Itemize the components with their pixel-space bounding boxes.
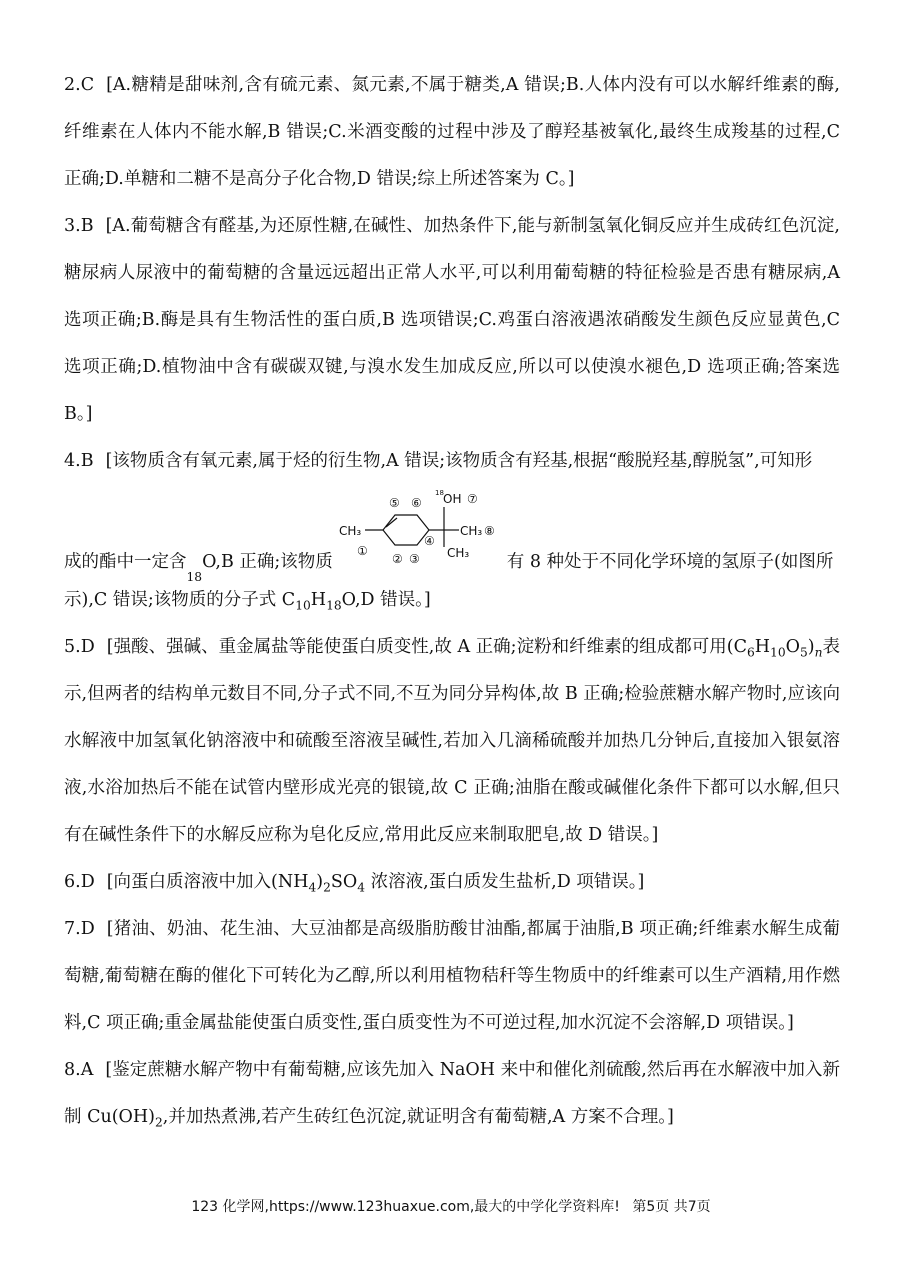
q4-text: 示),C 错误;该物质的分子式 C [64, 590, 296, 610]
answer-q7 [64, 906, 840, 1047]
formula-text: O [785, 637, 800, 657]
cyclohexene-ring [365, 507, 459, 547]
answer-q5 [64, 624, 840, 859]
answer-number: 3.B [64, 216, 94, 236]
subscript: 10 [295, 598, 311, 613]
subscript: 18 [326, 598, 342, 613]
h-position-label-6: ⑥ [410, 496, 422, 510]
answer-list [64, 62, 840, 1141]
footer-page-number: 第5页 共7页 [632, 1199, 711, 1215]
h-position-label-7: ⑦ [466, 492, 478, 506]
h-position-label-2: ② [391, 552, 403, 566]
subscript: 2 [155, 1115, 163, 1130]
subscript: 5 [799, 645, 808, 660]
answer-text: 浓溶液,蛋白质发生盐析,D 项错误。] [365, 872, 645, 892]
q4-text-before: 成的酯中一定含 [64, 552, 187, 572]
answer-number: 4.B [64, 451, 94, 471]
h-position-label-4: ④ [423, 534, 435, 548]
answer-number: 2.C [64, 75, 95, 95]
q4-text: O,D 错误。] [341, 590, 431, 610]
answer-number: 5.D [64, 637, 95, 657]
answer-text: 表示,但两者的结构单元数目不同,分子式不同,不互为同分异构体,故 B 正确;检验蔗糖水解产物时,应该向水解液中加氢氧化钠溶液中和硫酸至溶液呈碱性,若加入几滴稀硫酸并加热几分钟后,直接加入银氨溶液,水浴加热后不能在试管内壁形成光亮的银镜,故 C 正确;油脂在酸或碱催化条件下都可以水解,但只有在碱性条件下的水解反应称为皂化反应,常用此反应来制取肥皂,故 D 错误。] [64, 637, 841, 845]
hydroxyl-label: OH [442, 492, 462, 506]
answer-q8 [64, 1047, 840, 1141]
answer-q2 [64, 62, 840, 203]
formula-text: ) [316, 872, 324, 892]
subscript: 4 [308, 880, 317, 895]
formula-text: H [754, 637, 771, 657]
subscript: 10 [770, 645, 786, 660]
h-position-label-5: ⑤ [388, 496, 400, 510]
answer-text: [猪油、奶油、花生油、大豆油都是高级脂肪酸甘油酯,都属于油脂,B 项正确;纤维素水解生成葡萄糖,葡萄糖在酶的催化下可转化为乙醇,所以利用植物秸秆等生物质中的纤维素可以生产酒精,用作燃料,C 项正确;重金属盐能使蛋白质变性,蛋白质变性为不可逆过程,加水沉淀不会溶解,D 项错误。] [64, 919, 840, 1033]
formula-text: ) [807, 637, 815, 657]
answer-text: [强酸、强碱、重金属盐等能使蛋白质变性,故 A 正确;淀粉和纤维素的组成都可用(C [106, 637, 747, 657]
q4-text-mid: O,B 正确;该物质 [202, 552, 333, 572]
page-footer [0, 1196, 902, 1216]
q4-line-1 [64, 438, 840, 485]
subscript: 6 [746, 645, 755, 660]
answer-q3 [64, 203, 840, 438]
answer-number: 7.D [64, 919, 95, 939]
subscript: n [814, 645, 823, 660]
q4-line-3 [64, 577, 840, 624]
answer-number: 8.A [64, 1060, 94, 1080]
q4-line-2: 成的酯中一定含 18 O,B 正确;该物质 CH₃ 18 OH CH₃ CH₃ ① ② ③ ④ ⑤ ⑥ ⑦ ⑧ 有 8 种处于不同化学环境的氢原子(如图所 [64, 481, 840, 577]
answer-text: [该物质含有氧元素,属于烃的衍生物,A 错误;该物质含有羟基,根据“酸脱羟基,醇脱氢”,可知形 [105, 451, 813, 471]
answer-text: [A.糖精是甜味剂,含有硫元素、氮元素,不属于糖类,A 错误;B.人体内没有可以水解纤维素的酶,纤维素在人体内不能水解,B 错误;C.米酒变酸的过程中涉及了醇羟基被氧化,最终生成羧基的过程,C 正确;D.单糖和二糖不是高分子化合物,D 错误;综上所述答案为 C。] [64, 75, 840, 189]
answer-text: [A.葡萄糖含有醛基,为还原性糖,在碱性、加热条件下,能与新制氢氧化铜反应并生成砖红色沉淀,糖尿病人尿液中的葡萄糖的含量远远超出正常人水平,可以利用葡萄糖的特征检验是否患有糖尿病,A 选项正确;B.酶是具有生物活性的蛋白质,B 选项错误;C.鸡蛋白溶液遇浓硝酸发生颜色反应显黄色,C 选项正确;D.植物油中含有碳碳双键,与溴水发生加成反应,所以可以使溴水褪色,D 选项正确;答案选 B。] [64, 216, 840, 424]
answer-number: 6.D [64, 872, 95, 892]
h-position-label-1: ① [356, 544, 368, 558]
answer-text: [鉴定蔗糖水解产物中有葡萄糖,应该先加入 NaOH 来中和催化剂硫酸,然后再在水解液中加入新制 Cu(OH) [64, 1060, 840, 1127]
molecule-structure-diagram [339, 485, 499, 575]
h-position-label-8: ⑧ [483, 524, 495, 538]
methyl-right-label: CH₃ [459, 524, 483, 538]
answer-q6 [64, 859, 840, 906]
subscript: 2 [323, 880, 331, 895]
q4-text: H [310, 590, 327, 610]
h-position-label-3: ③ [408, 552, 420, 566]
answer-text: [向蛋白质溶液中加入(NH [106, 872, 309, 892]
footer-site-text: 123 化学网,https://www.123huaxue.com,最大的中学化学资料库! [191, 1199, 620, 1215]
hydroxyl-isotope-label: 18 [434, 489, 444, 497]
subscript: 4 [357, 880, 366, 895]
methyl-bottom-label: CH₃ [446, 546, 470, 560]
answer-text: ,并加热煮沸,若产生砖红色沉淀,就证明含有葡萄糖,A 方案不合理。] [162, 1107, 674, 1127]
q4-text-after: 有 8 种处于不同化学环境的氢原子(如图所 [506, 552, 834, 572]
methyl-left-label: CH₃ [338, 524, 362, 538]
formula-text: SO [330, 872, 358, 892]
answer-q4 [64, 438, 840, 624]
